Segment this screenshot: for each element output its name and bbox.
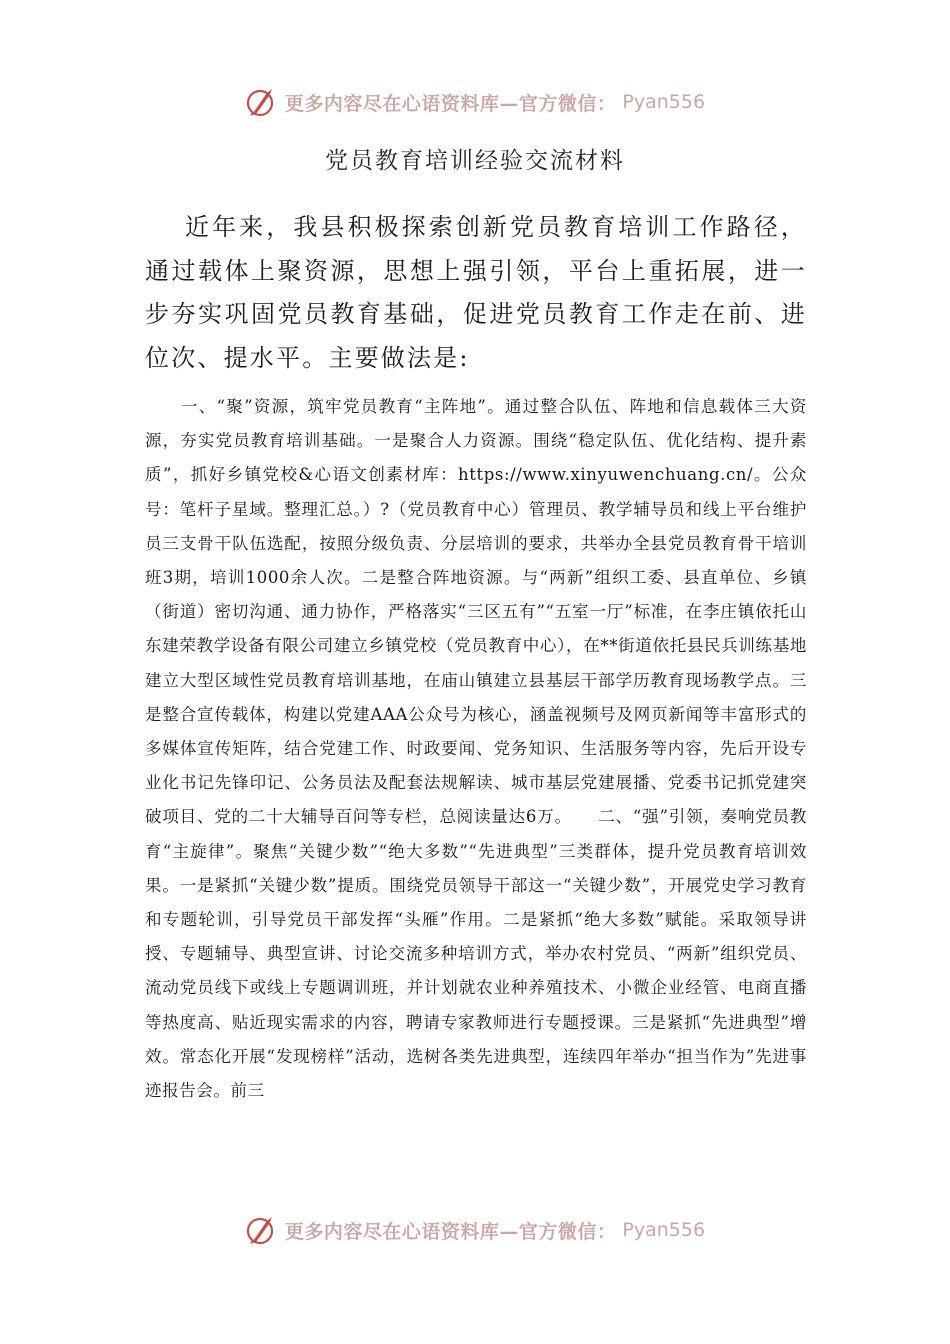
watermark-text: 更多内容尽在心语资料库—官方微信： [284,1220,617,1243]
watermark-wechat-id: Pyan556 [622,91,706,113]
quill-pen-logo-icon [245,85,279,119]
watermark-banner-bottom [0,1210,950,1250]
watermark-banner-top [0,82,950,122]
quill-pen-logo-icon [245,1213,279,1247]
lead-paragraph: 近年来，我县积极探索创新党员教育培训工作路径，通过载体上聚资源，思想上强引领，平台上重拓展，进一步夯实巩固党员教育基础，促进党员教育工作走在前、进位次、提水平。主要做法是: [145,213,807,372]
watermark-text: 更多内容尽在心语资料库—官方微信： [284,92,617,115]
body-paragraph: 一、“聚”资源，筑牢党员教育“主阵地”。通过整合队伍、阵地和信息载体三大资源，夯实党员教育培训基础。一是聚合人力资源。围绕“稳定队伍、优化结构、提升素质”，抓好乡镇党校&心语文创素材库：https://www.xinyuwenchuang.cn/。公众号：笔杆子星域。整理汇总。）?（党员教育中心）管理员、教学辅导员和线上平台维护员三支骨干队伍选配，按照分级负责、分层培训的要求，共举办全县党员教育骨干培训班3期，培训1000余人次。二是整合阵地资源。与“两新”组织工委、县直单位、乡镇（街道）密切沟通、通力协作，严格落实“三区五有”“五室一厅”标准，在李庄镇依托山东建荣教学设备有限公司建立乡镇党校（党员教育中心），在**街道依托县民兵训练基地建立大型区域性党员教育培训基地，在庙山镇建立县基层干部学历教育现场教学点。三是整合宣传载体，构建以党建AAA公众号为核心，涵盖视频号及网页新闻等丰富形式的多媒体宣传矩阵，结合党建工作、时政要闻、党务知识、生活服务等内容，先后开设专业化书记先锋印记、公务员法及配套法规解读、城市基层党建展播、党委书记抓党建突破项目、党的二十大辅导百问等专栏，总阅读量达6万。 二、“强”引领，奏响党员教育“主旋律”。聚焦“关键少数”“绝大多数”“先进典型”三类群体，提升党员教育培训效果。一是紧抓“关键少数”提质。围绕党员领导干部这一“关键少数”，开展党史学习教育和专题轮训，引导党员干部发挥“头雁”作用。二是紧抓“绝大多数”赋能。采取领导讲授、专题辅导、典型宣讲、讨论交流多种培训方式，举办农村党员、“两新”组织党员、流动党员线下或线上专题调训班，并计划就农业种养殖技术、小微企业经管、电商直播等热度高、贴近现实需求的内容，聘请专家教师进行专题授课。三是紧抓“先进典型”增效。常态化开展“发现榜样”活动，选树各类先进典型，连续四年举办“担当作为”先进事迹报告会。前三 [145,397,807,1101]
document-title: 党员教育培训经验交流材料 [325,148,625,174]
watermark-wechat-id: Pyan556 [622,1219,706,1241]
